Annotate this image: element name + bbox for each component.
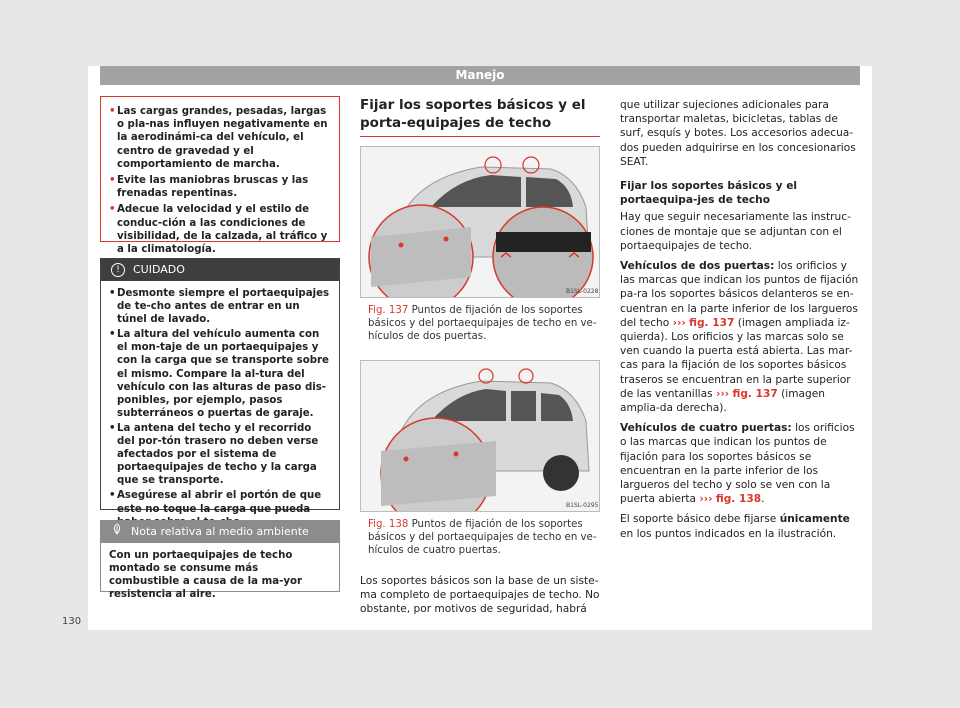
four-door-paragraph: [620, 421, 860, 506]
figure-caption-text: Puntos de fijación de los soportes básicos y del portaequipajes de techo en ve-hículos de cuatro puertas.: [368, 519, 597, 556]
warning-box: [100, 96, 340, 256]
ref-arrow: ›››: [672, 316, 686, 329]
two-door-text-b: (imagen ampliada iz-quierda). Los orificios y las marcas solo se ven cuando la puerta está abierta. Las mar-cas para la fijación de los soportes básicos traseros se encuentran en la parte superior de las ventanillas: [620, 316, 853, 400]
right-subheading: Fijar los soportes básicos y el portaequipa-jes de techo: [620, 180, 798, 207]
fig-code: B1SL-0295: [566, 502, 599, 509]
figure-137: [360, 146, 600, 298]
warning-item: • Las cargas grandes, pesadas, largas o pla-nas influyen negativamente en la aerodinámi-ca del vehículo, el centro de gravedad y el comportamiento de marcha.: [109, 105, 331, 171]
warning-item: • Adecue la velocidad y el estilo de conduc-ción a las condiciones de visibilidad, de la calzada, al tráfico y a la climatología.: [109, 203, 331, 256]
page-header: Manejo: [100, 66, 860, 85]
mid-paragraph: [360, 574, 600, 623]
ref-arrow: ›››: [699, 493, 713, 506]
two-door-text-c: (imagen amplia-da derecha).: [620, 387, 825, 415]
car-four-door-illustration: [361, 361, 600, 512]
page-number: 130: [62, 616, 82, 627]
two-door-label: Vehículos de dos puertas:: [620, 260, 775, 273]
fig-138-ref-link[interactable]: fig. 138: [715, 493, 762, 506]
right-paragraph-2: Hay que seguir necesariamente las instruc-ciones de montaje que se adjuntan con el portaequipajes de techo.: [620, 211, 851, 252]
warning-item: • Evite las maniobras bruscas y las frenadas repentinas.: [109, 174, 331, 200]
last-text-b: en los puntos indicados en la ilustración.: [620, 527, 837, 540]
environment-title: Nota relativa al medio ambiente: [131, 525, 309, 538]
caution-item: • La antena del techo y el recorrido del por-tón trasero no deben verse afectados por el sistema de portaequipajes de techo y la carga que se transporte.: [109, 422, 331, 487]
two-door-text-a: los orificios y las marcas que indican los puntos de fijación pa-ra los soportes básicos delanteros se en-cuentran en la parte inferior de los largueros del techo: [620, 260, 859, 329]
figure-label: Fig. 137: [368, 305, 409, 316]
figure-label: Fig. 138: [368, 519, 409, 530]
last-paragraph: [620, 512, 860, 540]
caution-title: CUIDADO: [133, 263, 185, 276]
right-paragraph-1: que utilizar sujeciones adicionales para transportar maletas, bicicletas, tablas de surf, esquís y botes. Los accesorios adecua-dos pueden adquirirse en los concesionarios SEAT.: [620, 99, 856, 168]
section-title: Fijar los soportes básicos y el porta-equipajes de techo: [360, 96, 600, 137]
environment-note-box: [100, 520, 340, 601]
fig-137-ref-link[interactable]: fig. 137: [732, 387, 778, 400]
four-door-text: los orificios o las marcas que indican los puntos de fijación para los soportes básicos se encuentran en la parte inferior de los largueros del techo y solo se ven con la puerta abierta: [620, 422, 855, 506]
environment-text: Con un portaequipajes de techo montado se consume más combustible a causa de la ma-yor resistencia al aire.: [109, 550, 302, 601]
figure-138-caption: [368, 518, 600, 557]
leaf-icon: [111, 521, 123, 543]
figure-caption-text: Puntos de fijación de los soportes básicos y del portaequipajes de techo en ve-hículos de dos puertas.: [368, 305, 597, 342]
caution-item: • La altura del vehículo aumenta con el mon-taje de un portaequipajes y con la carga que se transporte sobre el mismo. Compare la al-tura del vehículo con las alturas de paso dis-ponibles, por ejemplo, pasos subterráneos o puertas de garaje.: [109, 328, 331, 420]
last-text-bold: únicamente: [779, 513, 850, 526]
ref-arrow: ›››: [716, 387, 730, 400]
four-door-label: Vehículos de cuatro puertas:: [620, 422, 792, 435]
caution-box: [100, 258, 340, 515]
environment-header: [101, 521, 339, 543]
mid-paragraph-text: Los soportes básicos son la base de un siste-ma completo de portaequipajes de techo. No obstante, por motivos de seguridad, habrá: [360, 575, 600, 616]
fig-137-ref-link[interactable]: fig. 137: [689, 316, 735, 329]
info-icon: !: [111, 263, 125, 277]
caution-item: • Asegúrese al abrir el portón de que este no toque la carga que pueda: [109, 489, 331, 528]
figure-138: [360, 360, 600, 512]
last-text-a: El soporte básico debe fijarse: [620, 513, 777, 526]
fig-code: B1SL-0228: [566, 288, 599, 295]
caution-item: • Desmonte siempre el portaequipajes de te-cho antes de entrar en un túnel de lavado.: [109, 287, 331, 326]
right-column: [620, 98, 860, 547]
car-two-door-illustration: [361, 147, 600, 298]
two-door-paragraph: [620, 259, 860, 415]
figure-137-caption: [368, 304, 600, 343]
caution-header: [101, 259, 339, 281]
period: .: [761, 493, 765, 506]
